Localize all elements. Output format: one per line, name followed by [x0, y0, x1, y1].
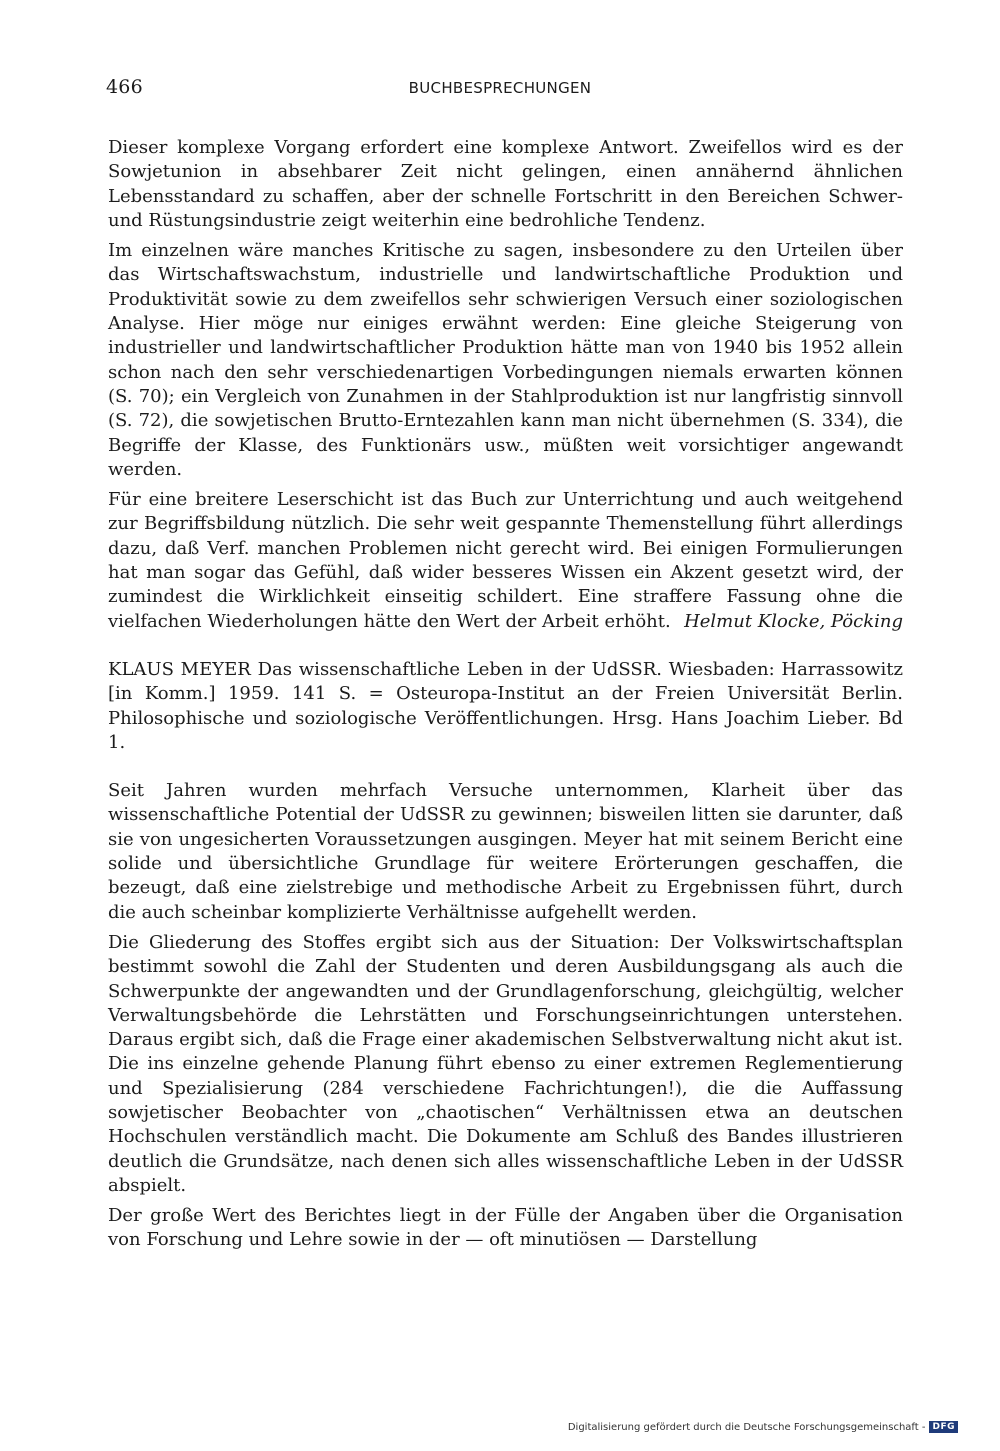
paragraph: Für eine breitere Leserschicht ist das Buch zur Unterrichtung und auch weitgehend zur Begriffsbildung nützlich. Die sehr weit gespannte Themenstellung führt allerdings dazu, daß Verf. manchen Problemen nicht gerecht wird. Bei einigen Formulierungen hat man sogar das Gefühl, daß wider besseres Wissen ein Akzent gesetzt wird, der zumindest die Wirklichkeit einseitig schildert. Eine straffere Fassung ohne die vielfachen Wiederholungen hätte den Wert der Arbeit erhöht. — [108, 489, 903, 632]
footer — [568, 1421, 958, 1433]
paragraph: Dieser komplexe Vorgang erfordert eine komplexe Antwort. Zweifellos wird es der Sowjetunion in absehbarer Zeit nicht gelingen, einen annähernd ähnlichen Lebensstandard zu schaffen, aber der schnelle Fortschritt in den Bereichen Schwer- und Rüstungsindustrie zeigt weiterhin eine bedrohliche Tendenz. — [108, 137, 903, 231]
paragraph: Der große Wert des Berichtes liegt in der Fülle der Angaben über die Organisation von Forschung und Lehre sowie in der — oft minutiösen — Darstellung — [108, 1205, 903, 1251]
dfg-logo: DFG — [929, 1421, 958, 1433]
book-citation: KLAUS MEYER Das wissenschaftliche Leben in der UdSSR. Wiesbaden: Harrassowitz [in Komm.] 1959. 141 S. = Osteuropa-Institut an der Freien Universität Berlin. Philosophische und soziologische Veröffentlichungen. Hrsg. Hans Joachim Lieber. Bd 1. — [108, 658, 903, 753]
paragraph: Die Gliederung des Stoffes ergibt sich aus der Situation: Der Volkswirtschaftsplan bestimmt sowohl die Zahl der Studenten und deren Ausbildungsgang als auch die Schwerpunkte der angewandten und der Grundlagenforschung, gleichgültig, welcher Verwaltungsbehörde die Lehrstätten und Forschungseinrichtungen unterstehen. Daraus ergibt sich, daß die Frage einer akademischen Selbstverwaltung nicht akut ist. Die ins einzelne gehende Planung führt ebenso zu einer extremen Reglementierung und Spezialisierung (284 verschiedene Fachrichtungen!), die die Auffassung sowjetischer Beobachter von „chaotischen“ Verhältnissen etwa an deutschen Hochschulen verständlich macht. Die Dokumente am Schluß des Bandes illustrieren deutlich die Grundsätze, nach denen sich alles wissenschaftliche Leben in der UdSSR abspielt. — [108, 931, 903, 1196]
paragraph: Seit Jahren wurden mehrfach Versuche unternommen, Klarheit über das wissenschaftliche Potential der UdSSR zu gewinnen; bisweilen litten sie darunter, daß sie von ungesicherten Voraussetzungen ausgingen. Meyer hat mit seinem Bericht eine solide und übersichtliche Grundlage für weitere Erörterungen geschaffen, die bezeugt, daß eine zielstrebige und methodische Arbeit zu Ergebnissen führt, durch die auch scheinbar komplizierte Verhältnisse aufgehellt werden. — [108, 780, 903, 923]
running-head: BUCHBESPRECHUNGEN — [408, 79, 592, 97]
page-number: 466 — [106, 76, 143, 98]
footer-text: Digitalisierung gefördert durch die Deutsche Forschungsgemeinschaft - — [567, 1421, 926, 1433]
paragraph: Im einzelnen wäre manches Kritische zu sagen, insbesondere zu den Urteilen über das Wirtschaftswachstum, industrielle und landwirtschaftliche Produktion und Produktivität sowie zu dem zweifellos sehr schwierigen Versuch einer soziologischen Analyse. Hier möge nur einiges erwähnt werden: Eine gleiche Steigerung von industrieller und landwirtschaftlicher Produktion hätte man von 1940 bis 1952 allein schon nach den sehr verschiedenartigen Vorbedingungen niemals erwarten können (S. 70); ein Vergleich von Zunahmen in der Stahlproduktion ist nur langfristig sinnvoll (S. 72), die sowjetischen Brutto-Erntezahlen kann man nicht übernehmen (S. 334), die Begriffe der Klasse, des Funktionärs usw., müßten weit vorsichtiger angewandt werden. — [108, 240, 903, 480]
page-body — [108, 136, 903, 1253]
reviewer-signature: Helmut Klocke, Pöcking — [684, 610, 903, 632]
